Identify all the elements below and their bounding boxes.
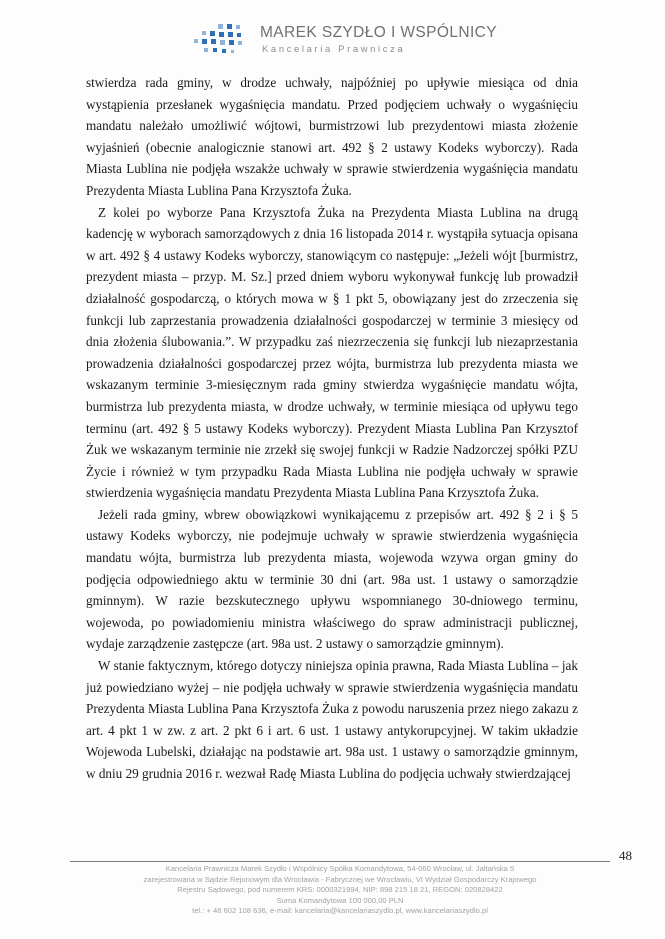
paragraph: stwierdza rada gminy, w drodze uchwały, najpóźniej po upływie miesiąca od dnia wystąpienia przesłanek wygaśnięcia mandatu. Przed podjęciem uchwały o wygaśnięciu mandatu należało umożliwić wójtowi, burmistrzowi lub prezydentowi miasta złożenie wyjaśnień (obecnie analogicznie stanowi art. 492 § 2 ustawy Kodeks wyborczy). Rada Miasta Lublina nie podjęła wszakże uchwały w sprawie stwierdzenia wygaśnięcia mandatu Prezydenta Miasta Lublina Pana Krzysztofa Żuka. [86,75,578,198]
footer-line: zarejestrowana w Sądzie Rejonowym dla Wrocławia - Fabrycznej we Wrocławiu, VI Wydział Gospodarczy Krajowego [143,874,537,884]
footer-line: Kancelaria Prawnicza Marek Szydło i Wspólnicy Spółka Komandytowa, 54-060 Wrocław, ul. Jaltańska 5 [165,864,515,873]
footer-line: Rejestru Sądowego, pod numerem KRS: 0000321994, NIP: 898 215 18 21, REGON: 020828422 [177,885,503,895]
firm-subtitle: Kancelaria Prawnicza [262,44,406,55]
footer [70,864,610,917]
paragraph: Z kolei po wyborze Pana Krzysztofa Żuka na Prezydenta Miasta Lublina na drugą kadencję w wyborach samorządowych z dnia 16 listopada 2014 r. wystąpiła sytuacja opisana w art. 492 § 4 ustawy Kodeks wyborczy, stanowiącym co następuje: „Jeżeli wójt [burmistrz, prezydent miasta – przyp. M. Sz.] przed dniem wyboru wykonywał funkcję lub prowadził działalność gospodarczą, o których mowa w § 1 pkt 5, obowiązany jest do zrzeczenia się funkcji lub zaprzestania prowadzenia działalności gospodarczej w terminie 3 miesięcy od dnia złożenia ślubowania.”. W przypadku zaś niezrzeczenia się funkcji lub niezaprzestania prowadzenia działalności gospodarczej przez wójta, burmistrza lub prezydenta miasta we wskazanym terminie 3-miesięcznym rada gminy stwierdza wygaśnięcie mandatu wójta, burmistrza lub prezydenta miasta, w drodze uchwały, w terminie miesiąca od upływu tego terminu (art. 492 § 5 ustawy Kodeks wyborczy). Prezydent Miasta Lublina Pan Krzysztof Żuk we wskazanym terminie nie zrzekł się swojej funkcji w Radzie Nadzorczej spółki PZU Życie i również w tym przypadku Rada Miasta Lublina nie podjęła uchwały w sprawie stwierdzenia wygaśnięcia mandatu Prezydenta Miasta Lublina Pana Krzysztofa Żuka. [86,204,578,501]
page-number: 48 [619,848,632,863]
footer-line: Suma Komandytowa 100 000,00 PLN [276,895,404,905]
paragraph: Jeżeli rada gminy, wbrew obowiązkowi wynikającemu z przepisów art. 492 § 2 i § 5 ustawy Kodeks wyborczy, nie podejmuje uchwały w sprawie stwierdzenia wygaśnięcia mandatu wójta, burmistrza lub prezydenta miasta, wojewoda wzywa organ gminy do podjęcia odpowiedniego aktu w terminie 30 dni (art. 98a ust. 1 ustawy o samorządzie gminnym). W razie bezskutecznego upływu wspomnianego 30-dniowego terminu, wojewoda, po powiadomieniu ministra właściwego do spraw administracji publicznej, wydaje zarządzenie zastępcze (art. 98a ust. 2 ustawy o samorządzie gminnym). [86,506,578,652]
paragraph: W stanie faktycznym, którego dotyczy niniejsza opinia prawna, Rada Miasta Lublina – jak już powiedziano wyżej – nie podjęła uchwały w sprawie stwierdzenia wygaśnięcia mandatu Prezydenta Miasta Lublina Pana Krzysztofa Żuka z powodu naruszenia przez niego zakazu z art. 4 pkt 1 w zw. z art. 2 pkt 6 i art. 6 ust. 1 ustawy antykorupcyjnej. W takim układzie Wojewoda Lubelski, działając na podstawie art. 98a ust. 1 ustawy o samorządzie gminnym, w dniu 29 grudnia 2016 r. wezwał Radę Miasta Lublina do podjęcia uchwały stwierdzającej [86,658,578,781]
body-text [86,72,578,785]
firm-name: MAREK SZYDŁO I WSPÓLNICY [260,24,497,41]
firm-logo-icon [188,22,246,58]
footer-divider [70,861,610,862]
footer-line: tel.: + 48 602 108 636, e-mail: kancelaria@kancelariaszydlo.pl, www.kancelariaszydlo.pl [192,906,488,916]
